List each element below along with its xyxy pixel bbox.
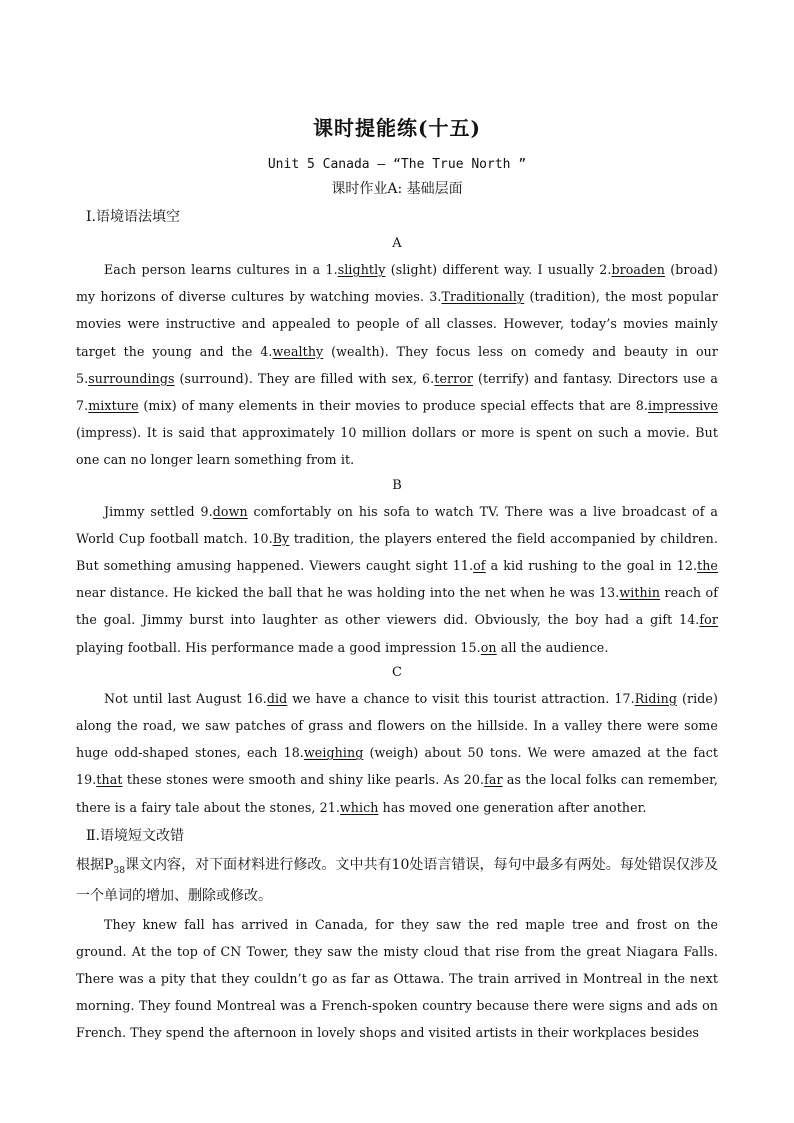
instruction-text: 课文内容，对下面材料进行修改。文中共有10处语言错误，每句中最多有两处。每处错误仅涉及一个单词的增加、删除或修改。 bbox=[76, 856, 719, 904]
answer-18: weighing bbox=[303, 745, 364, 761]
answer-21: which bbox=[339, 799, 379, 815]
passage-text: tradition, the players entered the field accompanied by children. But something amusing happened. Viewers caught sight 11. bbox=[76, 530, 718, 574]
answer-14: for bbox=[699, 612, 718, 628]
passage-text: we have a chance to visit this tourist attraction. 17. bbox=[287, 690, 635, 706]
passage-text: Jimmy settled 9. bbox=[104, 503, 213, 519]
passage-text: (wealth). They focus less on comedy and beauty in our 5. bbox=[76, 343, 718, 386]
passage-text: Not until last August 16. bbox=[104, 690, 267, 706]
answer-7: mixture bbox=[88, 398, 139, 414]
passage-d: They knew fall has arrived in Canada, for they saw the red maple tree and frost on the ground. At the top of CN Tower, they saw the misty cloud that rise from the great Niagara Falls. There was a pity that they couldn’t go as far as Ottawa. The train arrived in Montreal in the next morning. They found Montreal was a French-spoken country because there were signs and ads on French. They spend the afternoon in lovely shops and visited artists in their workplaces besides bbox=[76, 916, 718, 1041]
answer-5: surroundings bbox=[88, 370, 175, 386]
instruction bbox=[76, 853, 718, 909]
answer-3: Traditionally bbox=[441, 289, 525, 305]
passage-text: (surround). They are filled with sex, 6. bbox=[174, 370, 435, 386]
document-page bbox=[76, 112, 718, 1047]
answer-20: far bbox=[484, 772, 503, 788]
answer-2: broaden bbox=[611, 262, 665, 277]
passage-text: (broad) my horizons of diverse cultures by watching movies. 3. bbox=[76, 262, 718, 305]
passage-c bbox=[76, 685, 718, 821]
passage-a-letter: A bbox=[392, 236, 402, 251]
passage-text: (weigh) about 50 tons. We were amazed at the fact 19. bbox=[76, 745, 719, 788]
page-ref: 38 bbox=[113, 865, 125, 876]
passage-b bbox=[76, 498, 718, 661]
answer-11: of bbox=[473, 558, 486, 574]
homework-subtitle: 课时作业A: 基础层面 bbox=[331, 181, 463, 197]
passage-c-letter: C bbox=[392, 664, 402, 680]
answer-6: terror bbox=[434, 370, 474, 386]
answer-9: down bbox=[212, 503, 248, 519]
answer-15: on bbox=[480, 639, 497, 655]
passage-text: comfortably on his sofa to watch TV. There was a live broadcast of a World Cup football match. 10. bbox=[76, 503, 718, 546]
passage-text: reach of the goal. Jimmy burst into laughter as other viewers did. Obviously, the boy had a gift 14. bbox=[76, 585, 718, 628]
passage-text: (terrify) and fantasy. Directors use a 7. bbox=[76, 370, 718, 414]
passage-text: a kid rushing to the goal in 12. bbox=[485, 558, 698, 574]
passage-text: (ride) along the road, we saw patches of grass and flowers on the hillside. In a valley there were some huge odd-shaped stones, each 18. bbox=[76, 690, 718, 761]
section-heading-1: Ⅰ.语境语法填空 bbox=[86, 209, 180, 225]
passage-text: near distance. He kicked the ball that he was holding into the net when he was 13. bbox=[76, 585, 620, 601]
unit-subtitle: Unit 5 Canada — “The True North ” bbox=[267, 157, 527, 172]
section-heading-2: Ⅱ.语境短文改错 bbox=[86, 827, 184, 844]
passage-b-letter: B bbox=[392, 477, 402, 493]
answer-17: Riding bbox=[634, 690, 678, 706]
passage-text: (mix) of many elements in their movies to produce special effects that are 8. bbox=[138, 398, 648, 414]
passage-text: (tradition), the most popular movies were instructive and appealed to people of all classes. However, today’s movies mainly target the young and the 4. bbox=[76, 289, 718, 359]
passage-text: as the local folks can remember, there is a fairy tale about the stones, 21. bbox=[76, 772, 718, 815]
passage-text: has moved one generation after another. bbox=[378, 799, 647, 815]
answer-4: wealthy bbox=[272, 343, 324, 359]
passage-text: playing football. His performance made a good impression 15. bbox=[76, 639, 481, 655]
passage-a bbox=[76, 256, 718, 474]
answer-1: slightly bbox=[337, 262, 386, 277]
answer-16: did bbox=[266, 690, 288, 706]
answer-10: By bbox=[272, 530, 290, 546]
answer-19: that bbox=[96, 772, 123, 788]
answer-8: impressive bbox=[647, 398, 718, 414]
passage-text: all the audience. bbox=[496, 639, 609, 655]
instruction-text: 根据P bbox=[76, 856, 114, 873]
page-title: 课时提能练(十五) bbox=[313, 116, 481, 140]
passage-text: (impress). It is said that approximately 10 million dollars or more is spent on such a movie. But one can no longer learn something from it. bbox=[76, 425, 718, 468]
passage-text: these stones were smooth and shiny like pearls. As 20. bbox=[122, 772, 485, 788]
passage-text: Each person learns cultures in a 1. bbox=[104, 262, 338, 277]
answer-12: the bbox=[697, 558, 718, 574]
passage-text: (slight) different way. I usually 2. bbox=[385, 262, 612, 277]
answer-13: within bbox=[619, 585, 661, 601]
